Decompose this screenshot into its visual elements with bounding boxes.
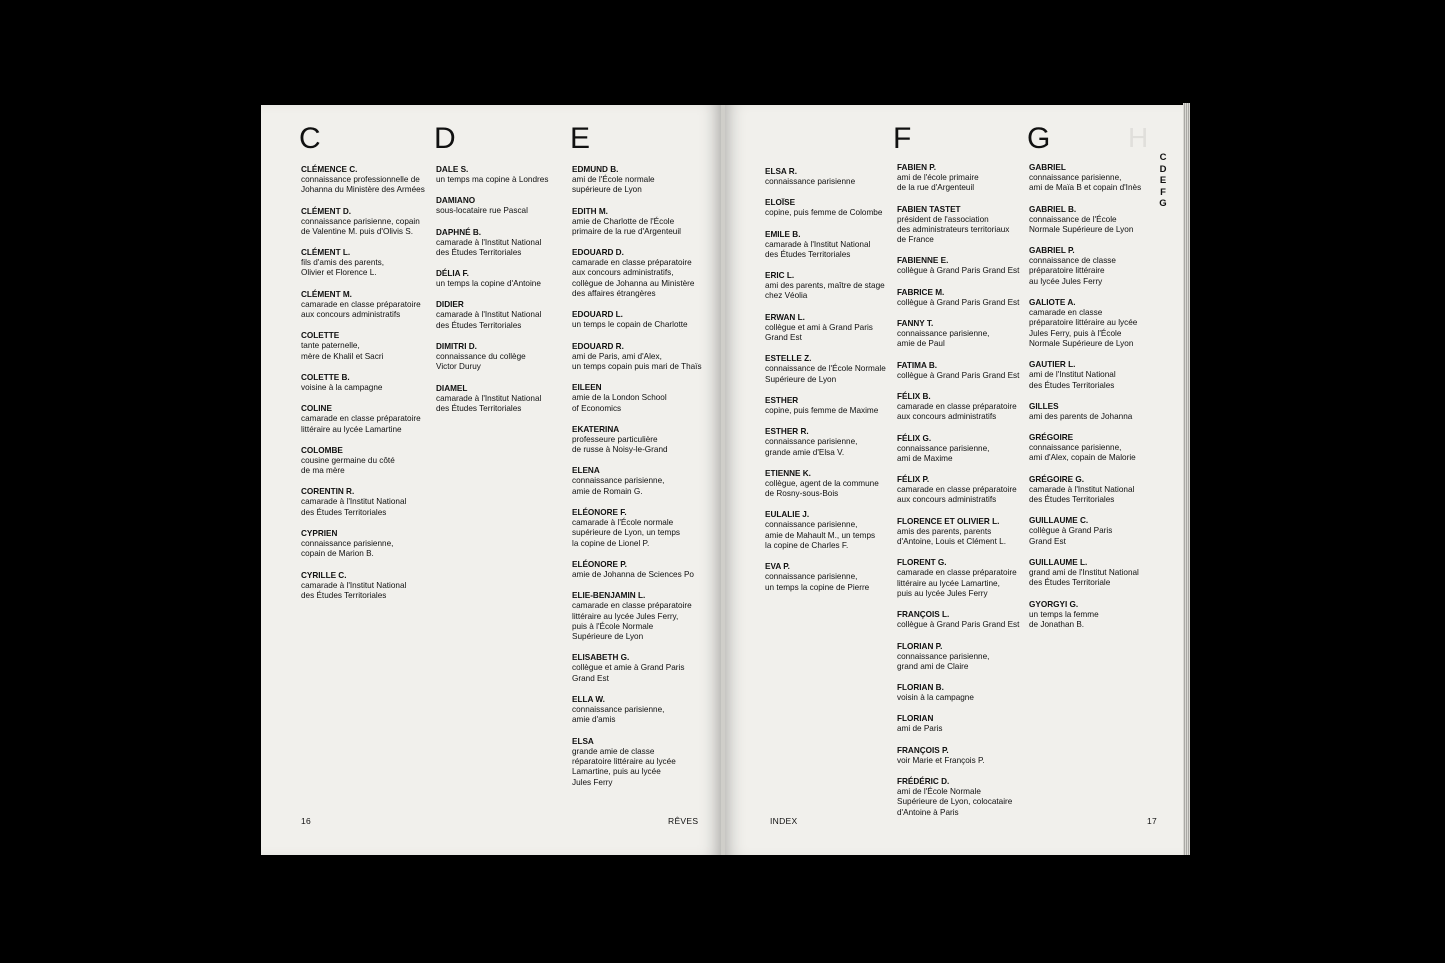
entry-description: connaissance parisienne, ami de Maxime [897,443,990,463]
entry-name: ELÉONORE F. [572,508,627,518]
entry-description: camarade en classe préparatoire aux concours administratifs [897,485,1017,505]
index-entry [301,207,441,238]
entry-name: FATIMA B. [897,360,938,370]
entry-description: ami des parents, maître de stage chez Véolia [765,281,885,301]
entry-name: CLÉMENT L. [301,248,351,258]
entry-name: ELENA [572,466,600,476]
entry-description: copine, puis femme de Maxime [765,405,879,415]
entry-name: GALIOTE A. [1029,298,1076,308]
entry-description: collègue à Grand Paris Grand Est [897,297,1020,307]
index-entry [572,165,712,196]
section-letter-c: C [299,122,321,155]
entry-name: GUILLAUME C. [1029,516,1089,526]
entry-description: ami de l'Institut National des Études Territoriales [1029,370,1116,390]
index-entry [897,205,1037,246]
section-letter-e: E [570,122,591,155]
index-entry [1029,558,1169,589]
entry-name: CYPRIEN [301,529,338,539]
entry-name: ELOÏSE [765,198,796,208]
entry-name: ETIENNE K. [765,468,811,478]
entry-name: FABRICE M. [897,287,945,297]
entry-description: sous-locataire rue Pascal [436,206,528,216]
entry-name: COLINE [301,404,332,414]
index-entry [301,571,441,602]
entry-name: ESTHER [765,395,799,405]
entry-name: EMILE B. [765,229,801,239]
entry-name: GABRIEL B. [1029,204,1077,214]
index-entry [897,746,1037,766]
index-entry [301,331,441,362]
entry-name: CLÉMENT M. [301,289,352,299]
thumb-index [1157,152,1169,210]
index-entry [1029,298,1169,349]
entry-description: camarade en classe préparatoire littéraire au lycée Jules Ferry, puis à l'École Normale Supérieure de Lyon [1029,308,1138,348]
index-entry [897,683,1037,703]
entry-description: président de l'association des administrateurs territoriaux de France [897,214,1010,245]
entry-description: connaissance parisienne, un temps la copine de Pierre [765,572,870,592]
entry-description: connaissance de l'École Normale Supérieure de Lyon [1029,214,1134,234]
entry-name: ELSA R. [765,167,797,176]
index-entry [1029,360,1169,391]
entry-description: connaissance parisienne, amie de Mahault M., un temps la copine de Charles F. [765,520,876,551]
entry-description: ami de l'École Normale Supérieure de Lyon, colocataire d'Antoine à Paris [897,787,1013,817]
index-entry [572,591,712,642]
entry-name: CYRILLE C. [301,570,347,580]
index-entry [572,653,712,684]
index-entry [436,384,576,415]
index-entry [436,228,576,259]
entry-name: COLETTE [301,331,340,341]
entry-name: ESTHER R. [765,427,809,437]
entry-description: connaissance parisienne, ami d'Alex, copain de Malorie [1029,443,1136,463]
entry-description: un temps la copine d'Antoine [436,279,541,289]
index-entry [1029,246,1169,287]
index-entry [765,510,905,551]
entry-name: ERIC L. [765,271,795,281]
index-column-f [897,163,1037,829]
entry-description: connaissance parisienne, grande amie d'Elsa V. [765,437,858,457]
thumb-tab-letter: G [1159,198,1167,209]
thumb-tab-letter: E [1159,175,1167,186]
index-entry [1029,433,1169,464]
entry-name: FRÉDÉRIC D. [897,777,950,787]
index-entry [897,319,1037,350]
entry-description: connaissance parisienne [765,177,856,186]
entry-name: DIAMEL [436,383,468,393]
section-letter-g: G [1027,122,1051,155]
entry-name: EILEEN [572,383,602,393]
entry-name: FABIEN TASTET [897,204,961,214]
entry-name: FLORIAN P. [897,641,943,651]
index-entry [897,714,1037,734]
entry-description: voir Marie et François P. [897,755,985,765]
entry-description: camarade en classe préparatoire littéraire au lycée Lamartine [301,414,421,434]
section-letter-d: D [434,122,456,155]
running-title-right: INDEX [770,816,798,826]
index-entry [301,529,441,560]
section-letter-f: F [893,122,912,155]
entry-name: FRANÇOIS P. [897,745,949,755]
entry-description: ami des parents de Johanna [1029,411,1133,421]
entry-name: FÉLIX G. [897,433,932,443]
entry-description: amie de Charlotte de l'École primaire de la rue d'Argenteuil [572,216,681,236]
entry-name: ELLA W. [572,695,605,705]
entry-name: FLORENCE ET OLIVIER L. [897,516,1000,526]
entry-description: connaissance parisienne, amie de Romain G. [572,476,665,496]
entry-description: copine, puis femme de Colombe [765,208,883,218]
entry-description: camarade à l'Institut National des Études Territoriales [765,239,871,259]
index-entry [1029,600,1169,631]
index-entry [765,198,905,218]
index-entry [765,396,905,416]
entry-name: CLÉMENCE C. [301,165,358,174]
index-entry [301,373,441,393]
entry-name: EULALIE J. [765,510,810,520]
entry-description: amis des parents, parents d'Antoine, Louis et Clément L. [897,526,1006,547]
index-entry [301,404,441,435]
entry-name: DALE S. [436,165,469,174]
entry-name: EVA P. [765,562,790,572]
index-entry [897,777,1037,818]
entry-description: connaissance parisienne, amie de Paul [897,329,990,349]
index-entry [301,290,441,321]
entry-name: GUILLAUME L. [1029,557,1088,567]
index-entry [436,269,576,289]
entry-name: FLORIAN B. [897,683,944,693]
entry-name: EDOUARD D. [572,248,624,258]
index-entry [301,248,441,279]
entry-name: DIMITRI D. [436,342,477,352]
index-entry [572,207,712,238]
entry-name: COLETTE B. [301,372,350,382]
entry-description: collègue à Grand Paris Grand Est [897,266,1020,276]
entry-description: connaissance de l'École Normale Supérieure de Lyon [765,364,886,384]
index-entry [765,427,905,458]
index-entry [572,560,712,580]
entry-description: un temps ma copine à Londres [436,175,549,184]
entry-name: EDOUARD R. [572,341,624,351]
index-entry [897,475,1037,506]
entry-name: EKATERINA [572,424,620,434]
entry-description: camarade à l'Institut National des Études Territoriales [436,393,542,413]
index-entry [1029,402,1169,422]
index-entry [897,256,1037,276]
entry-description: camarade à l'Institut National des Études Territoriales [436,310,542,330]
entry-name: DAPHNÉ B. [436,227,482,237]
thumb-tab-letter: C [1159,152,1167,163]
entry-description: connaissance parisienne, grand ami de Claire [897,651,990,671]
entry-description: amie de Johanna de Sciences Po [572,569,694,579]
entry-description: collègue à Grand Paris Grand Est [1029,526,1113,546]
entry-description: voisin à la campagne [897,693,974,703]
entry-name: FÉLIX P. [897,475,930,485]
entry-name: GYORGYI G. [1029,599,1079,609]
index-entry [897,558,1037,599]
index-entry [765,313,905,344]
index-entry [572,248,712,299]
entry-description: connaissance de classe préparatoire littéraire au lycée Jules Ferry [1029,256,1116,286]
entry-description: camarade en classe préparatoire littéraire au lycée Jules Ferry, puis à l'École Normale Supérieure de Lyon [572,601,692,642]
index-entry [897,163,1037,194]
entry-name: CLÉMENT D. [301,206,352,216]
entry-description: camarade en classe préparatoire aux concours administratifs, collègue de Johanna au Ministère des affaires étrangères [572,258,695,299]
index-column-g [1029,163,1169,641]
entry-name: FLORIAN [897,714,934,724]
entry-name: ELÉONORE P. [572,559,627,569]
entry-description: connaissance parisienne, copain de Marion B. [301,539,394,559]
entry-description: un temps la femme de Jonathan B. [1029,609,1099,629]
index-column-c [301,165,441,612]
index-entry [301,165,441,196]
index-entry [1029,163,1169,194]
index-entry [572,310,712,330]
entry-description: camarade à l'École normale supérieure de Lyon, un temps la copine de Lionel P. [572,518,681,548]
index-entry [765,167,905,187]
entry-description: collègue et amie à Grand Paris Grand Est [572,663,685,683]
entry-name: GILLES [1029,401,1059,411]
page-number-left: 16 [301,816,312,826]
entry-name: DAMIANO [436,196,476,206]
entry-description: ami de l'école primaire de la rue d'Argenteuil [897,173,979,193]
entry-name: ERWAN L. [765,312,805,322]
index-column-e-continued [765,167,905,604]
entry-description: grande amie de classe réparatoire littéraire au lycée Lamartine, puis au lycée Jules Ferry [572,746,676,787]
entry-description: amie de la London School of Economics [572,393,667,413]
thumb-tab-letter: F [1160,186,1166,198]
index-entry [1029,475,1169,506]
page-number-right: 17 [1147,816,1158,826]
index-entry [765,469,905,500]
entry-name: EDMUND B. [572,165,619,174]
entry-name: COLOMBE [301,445,343,455]
entry-description: un temps le copain de Charlotte [572,320,688,330]
index-entry [572,695,712,726]
index-entry [897,434,1037,465]
entry-name: GAUTIER L. [1029,360,1076,370]
index-entry [572,737,712,788]
index-entry [572,425,712,456]
page-edges [1183,103,1190,855]
index-entry [765,271,905,302]
show-through-letter-h: H [1128,122,1149,153]
entry-description: collègue à Grand Paris Grand Est [897,370,1020,380]
entry-description: ami de Paris, ami d'Alex, un temps copain puis mari de Thaïs [572,351,702,371]
entry-name: ELISABETH G. [572,653,630,663]
entry-description: connaissance du collège Victor Duruy [436,352,526,372]
thumb-tab-letter: D [1159,163,1167,175]
index-entry [1029,205,1169,236]
index-entry [436,165,576,185]
index-column-d [436,165,576,425]
entry-description: connaissance parisienne, ami de Maïa B et copain d'Inès [1029,173,1142,193]
entry-name: ELSA [572,736,594,746]
index-entry [765,354,905,385]
entry-description: grand ami de l'Institut National des Études Territoriale [1029,567,1139,588]
entry-name: GRÉGOIRE [1029,433,1074,443]
entry-description: cousine germaine du côté de ma mère [301,455,395,476]
entry-description: collègue à Grand Paris Grand Est [897,620,1020,630]
entry-name: DIDIER [436,300,464,310]
entry-description: fils d'amis des parents, Olivier et Florence L. [301,258,385,278]
entry-description: camarade en classe préparatoire aux concours administratifs [301,299,421,320]
entry-description: connaissance professionnelle de Johanna du Ministère des Armées [301,175,425,195]
entry-name: FRANÇOIS L. [897,610,950,620]
entry-name: ELIE-BENJAMIN L. [572,591,646,601]
entry-description: camarade en classe préparatoire littéraire au lycée Lamartine, puis au lycée Jules Ferry [897,568,1017,598]
index-entry [897,361,1037,381]
index-column-e [572,165,712,799]
entry-name: DÉLIA F. [436,269,469,279]
index-entry [572,466,712,497]
entry-name: GRÉGOIRE G. [1029,474,1085,484]
entry-name: EDITH M. [572,206,608,216]
entry-name: FANNY T. [897,319,934,329]
index-entry [897,392,1037,423]
index-entry [897,288,1037,308]
entry-name: GABRIEL [1029,163,1066,172]
running-title-left: RÊVES [668,816,699,826]
index-entry [572,342,712,373]
index-entry [765,230,905,261]
entry-description: collègue, agent de la commune de Rosny-sous-Bois [765,478,879,499]
index-entry [436,342,576,373]
entry-name: FLORENT G. [897,558,947,568]
index-entry [897,517,1037,548]
entry-description: tante paternelle, mère de Khalil et Sacri [301,341,384,361]
entry-description: camarade à l'Institut National des Études Territoriales [301,497,407,517]
index-entry [897,642,1037,673]
index-entry [301,487,441,518]
index-entry [572,508,712,549]
entry-description: collègue et ami à Grand Paris Grand Est [765,322,873,343]
entry-description: ami de Paris [897,724,943,734]
index-entry [572,383,712,414]
entry-description: camarade à l'Institut National des Études Territoriales [301,580,407,600]
entry-description: camarade à l'Institut National des Études Territoriales [1029,484,1135,505]
entry-name: ESTELLE Z. [765,354,812,364]
index-entry [765,562,905,593]
index-entry [436,300,576,331]
index-entry [1029,516,1169,547]
entry-name: FÉLIX B. [897,391,931,401]
entry-description: ami de l'École normale supérieure de Lyon [572,175,655,195]
entry-name: FABIEN P. [897,163,936,172]
entry-description: camarade en classe préparatoire aux concours administratifs [897,401,1017,422]
entry-name: FABIENNE E. [897,256,949,266]
index-entry [301,446,441,477]
index-entry [897,610,1037,630]
entry-description: professeure particulière de russe à Noisy-le-Grand [572,434,668,455]
entry-name: EDOUARD L. [572,310,623,320]
entry-description: connaissance parisienne, amie d'amis [572,705,665,725]
entry-description: voisine à la campagne [301,382,383,392]
entry-description: camarade à l'Institut National des Études Territoriales [436,237,542,257]
entry-name: GABRIEL P. [1029,246,1075,256]
entry-description: connaissance parisienne, copain de Valentine M. puis d'Olivis S. [301,216,420,236]
entry-name: CORENTIN R. [301,487,355,497]
index-entry [436,196,576,216]
